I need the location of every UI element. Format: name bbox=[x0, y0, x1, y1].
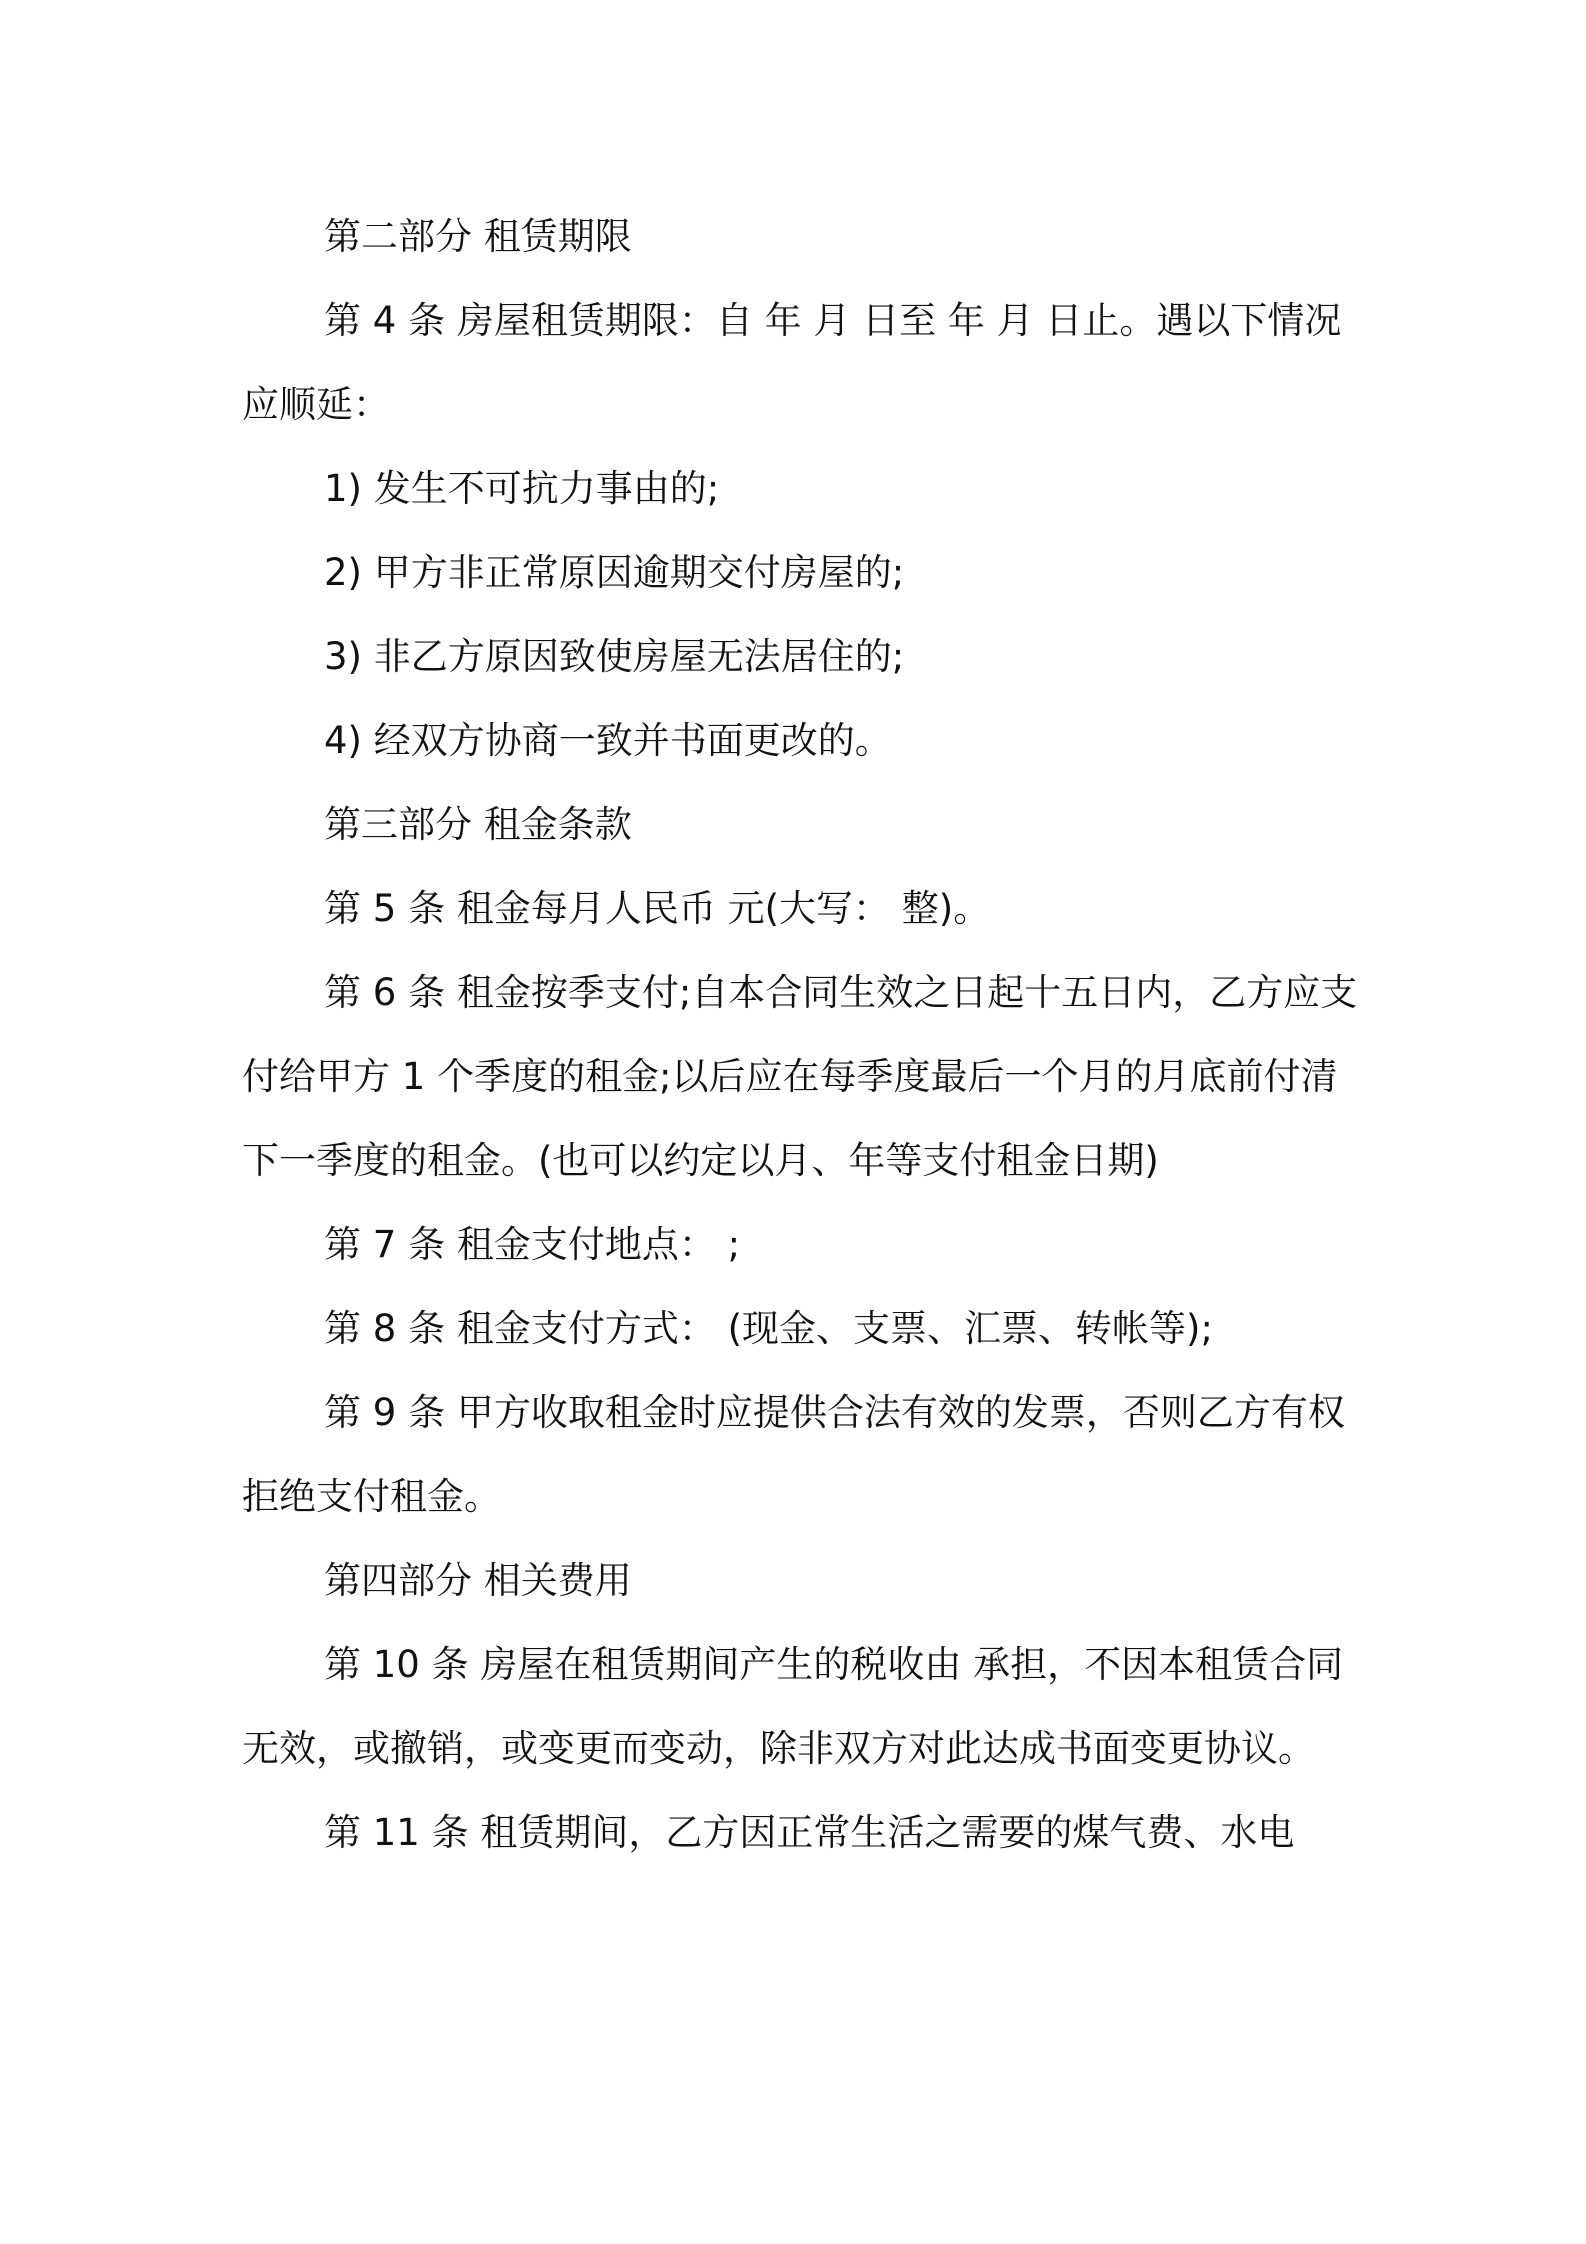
section-heading-related-fees: 第四部分 相关费用 bbox=[324, 1559, 632, 1602]
article-9: 第 9 条 甲方收取租金时应提供合法有效的发票，否则乙方有权拒绝支付租金。 bbox=[242, 1391, 1345, 1518]
document-body bbox=[242, 195, 1360, 1875]
article-7: 第 7 条 租金支付地点： ; bbox=[324, 1223, 741, 1266]
article-11: 第 11 条 租赁期间，乙方因正常生活之需要的煤气费、水电 bbox=[324, 1811, 1295, 1854]
article-4-item-2: 2) 甲方非正常原因逾期交付房屋的; bbox=[324, 551, 905, 594]
article-10: 第 10 条 房屋在租赁期间产生的税收由 承担，不因本租赁合同无效，或撤销，或变更而变动，除非双方对此达成书面变更协议。 bbox=[242, 1643, 1344, 1770]
article-8: 第 8 条 租金支付方式： (现金、支票、汇票、转帐等); bbox=[324, 1307, 1213, 1350]
section-heading-rent-terms: 第三部分 租金条款 bbox=[324, 803, 632, 846]
section-heading-lease-term: 第二部分 租赁期限 bbox=[324, 215, 632, 258]
article-4-item-4: 4) 经双方协商一致并书面更改的。 bbox=[324, 719, 892, 762]
article-5: 第 5 条 租金每月人民币 元(大写： 整)。 bbox=[324, 887, 991, 930]
article-4-item-1: 1) 发生不可抗力事由的; bbox=[324, 467, 720, 510]
article-4: 第 4 条 房屋租赁期限：自 年 月 日至 年 月 日止。遇以下情况应顺延： bbox=[242, 299, 1342, 426]
article-4-item-3: 3) 非乙方原因致使房屋无法居住的; bbox=[324, 635, 905, 678]
article-6: 第 6 条 租金按季支付;自本合同生效之日起十五日内，乙方应支付给甲方 1 个季度的租金;以后应在每季度最后一个月的月底前付清下一季度的租金。(也可以约定以月、年等支付租金日期) bbox=[242, 971, 1358, 1182]
